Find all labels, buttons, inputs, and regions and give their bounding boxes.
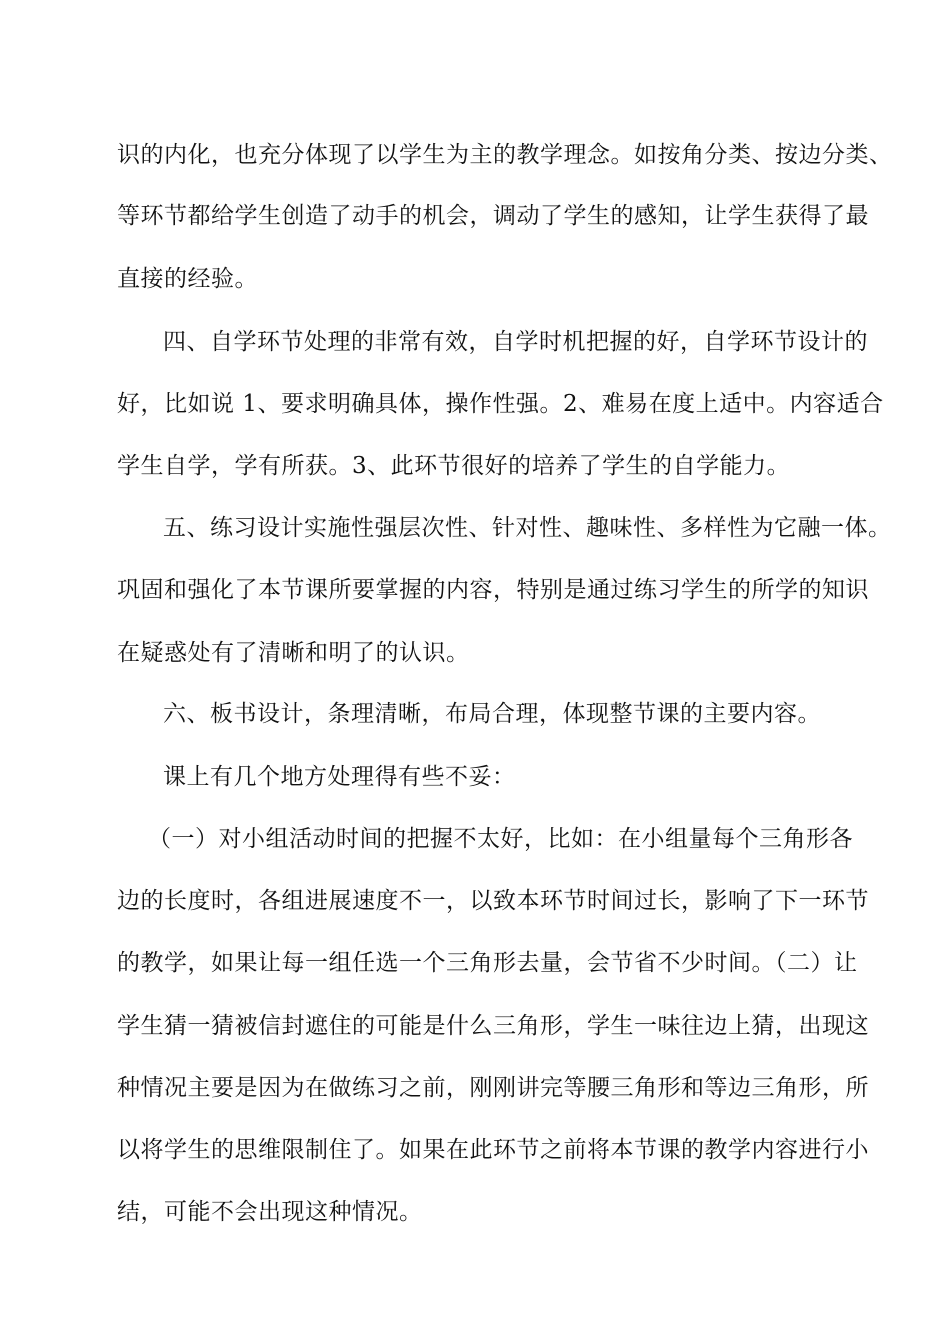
text-line: 好，比如说 1、要求明确具体，操作性强。2、难易在度上适中。内容适合 <box>117 391 884 417</box>
text-line: 学生猜一猜被信封遮住的可能是什么三角形，学生一味往边上猜，出现这 <box>117 1013 869 1039</box>
text-line: 等环节都给学生创造了动手的机会，调动了学生的感知，让学生获得了最 <box>117 203 869 229</box>
paragraph-4-start: 四、自学环节处理的非常有效，自学时机把握的好，自学环节设计的 <box>163 329 868 355</box>
text-line: 直接的经验。 <box>117 266 258 292</box>
paragraph-5-start: 五、练习设计实施性强层次性、针对性、趣味性、多样性为它融一体。 <box>163 515 892 541</box>
text-line: 结，可能不会出现这种情况。 <box>117 1199 423 1225</box>
text-line: 种情况主要是因为在做练习之前，刚刚讲完等腰三角形和等边三角形，所 <box>117 1075 869 1101</box>
issues-intro: 课上有几个地方处理得有些不妥： <box>163 764 516 790</box>
text-line: 学生自学，学有所获。3、此环节很好的培养了学生的自学能力。 <box>117 453 791 479</box>
text-line: 巩固和强化了本节课所要掌握的内容，特别是通过练习学生的所学的知识 <box>117 577 869 603</box>
paragraph-6: 六、板书设计，条理清晰，布局合理，体现整节课的主要内容。 <box>163 701 821 727</box>
text-line: 在疑惑处有了清晰和明了的认识。 <box>117 640 470 666</box>
issue-1-start: （一）对小组活动时间的把握不太好，比如：在小组量每个三角形各 <box>148 826 853 852</box>
text-line: 边的长度时，各组进展速度不一，以致本环节时间过长，影响了下一环节 <box>117 888 869 914</box>
text-line: 以将学生的思维限制住了。如果在此环节之前将本节课的教学内容进行小 <box>117 1137 869 1163</box>
text-line: 的教学，如果让每一组任选一个三角形去量，会节省不少时间。（二）让 <box>117 950 858 976</box>
text-line: 识的内化，也充分体现了以学生为主的教学理念。如按角分类、按边分类、 <box>117 142 893 168</box>
